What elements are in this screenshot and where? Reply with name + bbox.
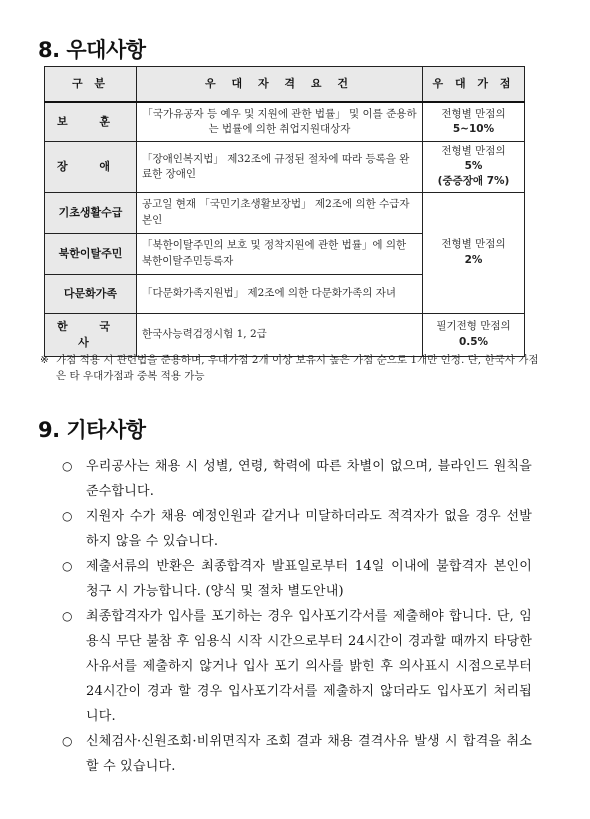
row-score [423,102,525,142]
row-category: 기초생활수급 [45,192,137,233]
row-requirement: 「장애인복지법」 제32조에 규정된 절차에 따라 등록을 완료한 장애인 [137,142,423,193]
bullet-circle-icon: ○ [62,509,73,523]
note-text: 가점 적용 시 관련법을 준용하며, 우대가점 2개 이상 보유시 높은 가점 순으로 1개만 인정. 단, 한국사 가점은 타 우대가점과 중복 적용 가능 [56,354,539,382]
score-value: 0.5% [458,335,489,348]
row-requirement: 「다문화가족지원법」 제2조에 의한 다문화가족의 자녀 [137,274,423,313]
score-value: 5% [464,160,483,173]
row-category: 다문화가족 [45,274,137,313]
score-text: 필기전형 만점의 [436,320,511,333]
table-row [45,192,525,233]
row-category: 한 국 사 [45,313,137,356]
list-item [62,729,532,779]
list-item [62,454,532,504]
header-category: 구 분 [45,67,137,103]
list-item-text: 지원자 수가 채용 예정인원과 같거나 미달하더라도 적격자가 없을 경우 선발하지 않을 수 있습니다. [86,509,532,549]
score-value: 2% [464,253,483,266]
bullet-circle-icon: ○ [62,459,73,473]
list-item [62,604,532,729]
row-score [423,313,525,356]
table-header-row [45,67,525,103]
bullet-circle-icon: ○ [62,734,73,748]
list-item-text: 신체검사·신원조회·비위면직자 조회 결과 채용 결격사유 발생 시 합격을 취소할 수 있습니다. [86,734,532,774]
score-value-severe: (중증장애 7%) [437,175,510,188]
score-value: 5~10% [452,123,495,135]
row-score-merged [423,192,525,313]
bullet-circle-icon: ○ [62,609,73,623]
row-score [423,142,525,193]
list-item [62,554,532,604]
row-requirement: 「국가유공자 등 예우 및 지원에 관한 법률」 및 이를 준용하는 법률에 의한 취업지원대상자 [137,102,423,142]
list-item-text: 우리공사는 채용 시 성별, 연령, 학력에 따른 차별이 없으며, 블라인드 원칙을 준수합니다. [86,459,532,499]
note-mark: ※ [40,354,49,366]
row-requirement: 공고일 현재 「국민기초생활보장법」 제2조에 의한 수급자 본인 [137,192,423,233]
row-requirement: 「북한이탈주민의 보호 및 정착지원에 관한 법률」에 의한 북한이탈주민등록자 [137,233,423,274]
section-title-other: 9. 기타사항 [38,418,146,442]
other-items-list [62,454,532,779]
header-requirement: 우 대 자 격 요 건 [137,67,423,103]
preference-note [40,353,540,385]
preference-table [44,66,525,357]
score-text: 전형별 만점의 [441,107,506,120]
bullet-circle-icon: ○ [62,559,73,573]
list-item-text: 제출서류의 반환은 최종합격자 발표일로부터 14일 이내에 불합격자 본인이 청구 시 가능합니다. (양식 및 절차 별도안내) [86,559,532,599]
section-title-preferences: 8. 우대사항 [38,38,146,62]
list-item-text: 최종합격자가 입사를 포기하는 경우 입사포기각서를 제출해야 합니다. 단, 임용식 무단 불참 후 임용식 시작 시간으로부터 24시간이 경과할 때까지 타당한 사유서를 제출하지 않거나 입사 포기 의사를 밝힌 후 의사표시 시점으로부터 24시간이 경과 할 경우 입사포기각서를 제출하지 않더라도 입사포기 처리됩니다. [86,609,532,724]
header-score: 우 대 가 점 [423,67,525,103]
row-category: 장 애 [45,142,137,193]
score-text: 전형별 만점의 [441,145,506,157]
row-category: 보 훈 [45,102,137,142]
score-text: 전형별 만점의 [441,238,506,251]
row-requirement: 한국사능력검정시험 1, 2급 [137,313,423,356]
list-item [62,504,532,554]
table-row [45,142,525,193]
table-row [45,102,525,142]
table-row [45,313,525,356]
row-category: 북한이탈주민 [45,233,137,274]
